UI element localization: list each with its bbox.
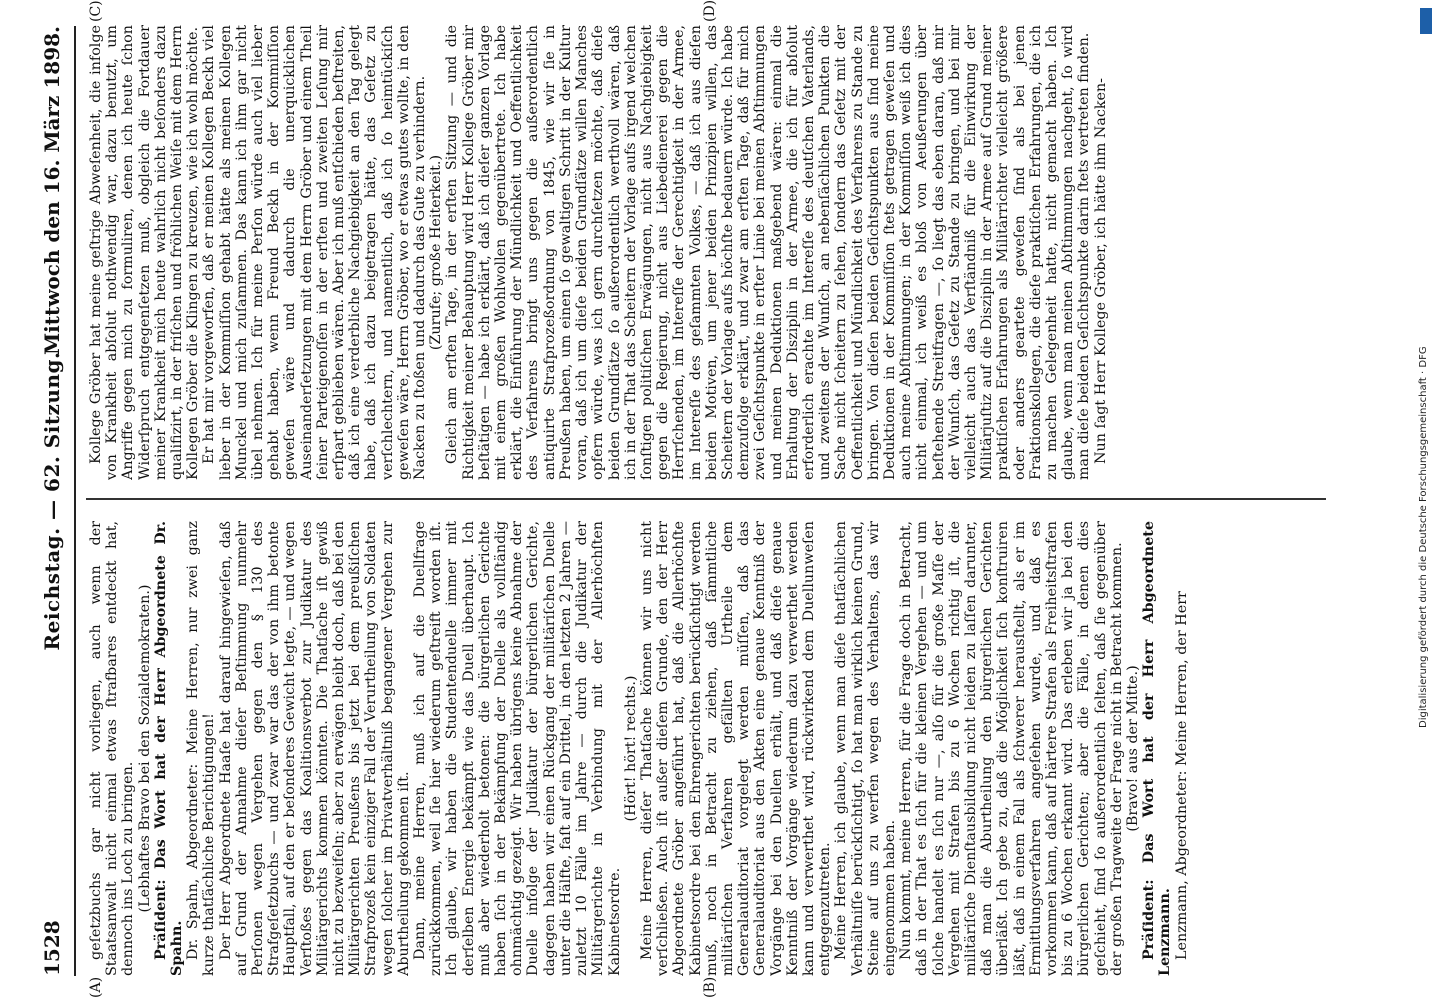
margin-mark-b: (B) <box>702 976 718 998</box>
speaker-paragraph: Präſident: Das Wort hat der Herr Abgeordnete Lenzmann. <box>1141 521 1174 976</box>
paragraph: Nun kommt, meine Herren, für die Frage doch in Betracht, daß in der That es ſich für die kleinen Vergehen — und um ſolche handelt es ſich nur —, alſo für die große Maſſe der Vergehen mit Strafen bis zu 6 Wochen richtig iſt, die militäriſche Dienſtausbildung nicht leiden zu laſſen darunter, daß man die Aburtheilung den bürgerlichen Gerichten überläßt. Ich gebe zu, daß die Möglichkeit ſich konſtruiren läßt, daß in einem Fall als ſchwerer herausſtellt, als er im Ermittlungsverfahren angeſehen wurde, und daß es vorkommen kann, daß auf härtere Strafen als Freiheitsſtrafen bis zu 6 Wochen erkannt wird. Das erleben wir ja bei den bürgerlichen Gerichten; aber die Fälle, in denen dies geſchieht, ſind ſo außerordentlich ſelten, daß ſie gegenüber der großen Tragweite der Frage nicht in Betracht kommen. <box>898 521 1125 976</box>
page-header <box>40 26 70 976</box>
left-text-column <box>88 521 1318 976</box>
paragraph: geſetzbuchs gar nicht vorliegen, auch wenn der Staatsanwalt nicht einmal etwas ſtrafbares entdeckt hat, dennoch ins Loch zu bringen. <box>88 521 137 976</box>
margin-mark-a: (A) <box>88 976 104 998</box>
session-date: Mittwoch den 16. März 1898. <box>40 26 64 356</box>
page-number: 1528 <box>40 920 64 976</box>
interjection: (Bravo! aus der Mitte.) <box>1125 665 1141 832</box>
digitization-credit <box>1418 8 1432 728</box>
paragraph: Dann, meine Herren, muß ich auf die Duellfrage zurückkommen, weil ſie hier wiederum geſtreift worden iſt. Ich glaube, wir haben die Studentenduelle immer mit derſelben Energie bekämpft wie das Duell überhaupt. Ich muß aber wiederholt betonen: die bürgerlichen Gerichte haben ſich in der Bekämpfung der Duelle als vollſtändig ohnmächtig gezeigt. Wir haben übrigens keine Abnahme der Duelle infolge der Judikatur der bürgerlichen Gerichte, dagegen haben wir einen Rückgang der militäriſchen Duelle unter die Hälfte, faſt auf ein Drittel, in den letzten 2 Jahren — zuletzt 10 Fälle im Jahre — durch die Judikatur der Militärgerichte in Verbindung mit der Allerhöchſten Kabinetsordre. <box>412 521 623 976</box>
page-title: Reichstag. — 62. Sitzung. <box>40 351 64 651</box>
header-rule <box>74 26 76 976</box>
paragraph: Meine Herren, ich glaube, wenn man dieſe thatſächlichen Verhältniſſe berückſichtigt, ſo hat man wirklich keinen Grund, Steine auf uns zu werfen wegen des Verhaltens, das wir eingenommen haben. <box>833 521 898 976</box>
credit-text: Digitalisierung gefördert durch die Deutsche Forschungsgemeinschaft · DFG <box>1418 346 1429 728</box>
interjection: (Zurufe; große Heiterkeit.) <box>428 154 445 351</box>
margin-mark-d: (D) <box>702 0 718 22</box>
paragraph: Gleich am erſten Tage, in der erſten Sitzung — und die Richtigkeit meiner Behauptung wird Herr Kollege Gröber mir beſtätigen — habe ich erklärt, daß ich dieſer ganzen Vorlage mit einem großen Wohlwollen gegenübertrete. Ich habe erklärt, die Einführung der Mündlichkeit und Oeffentlichkeit des Verfahrens bringt uns gegen die außerordentlich antiquirte Strafprozeßordnung von 1845, wie wir ſie in Preußen haben, um einen ſo gewaltigen Schritt in der Kultur voran, daß ich um dieſe beiden Grundſätze willen Manches opfern würde, was ich gern durchſetzen möchte, daß dieſe beiden Grundſätze ſo außerordentlich werthvoll wären, daß ich in der That das Scheitern der Vorlage aufs irgend welchen ſonſtigen politiſchen Erwägungen, nicht aus Nachgiebigkeit gegen die Regierung, nicht aus Liebedienerei gegen die Herrſchenden, im Intereſſe der Gerechtigkeit in der Armee, im Intereſſe des geſammten Volkes, — daß ich aus dieſen beiden Motiven, um jener beiden Prinzipien willen, das Scheitern der Vorlage aufs höchſte bedauern würde. Ich habe demzufolge erklärt, und zwar am erſten Tage, daß für mich zwei Geſichtspunkte in erſter Linie bei meinen Abſtimmungen und meinen Deduktionen maßgebend wären: einmal die Erhaltung der Disziplin in der Armee, die ich für abſolut erforderlich erachte im Intereſſe des deutſchen Vaterlands, und zweitens der Wunſch, an nebenſächlichen Punkten die Sache nicht ſcheitern zu ſehen, ſondern das Geſetz mit der Oeffentlichkeit und Mündlichkeit des Verfahrens zu Stande zu bringen. Von dieſen beiden Geſichtspunkten aus ſind meine Deduktionen in der Kommiſſion ſtets getragen geweſen und auch meine Abſtimmungen; in der Kommiſſion weiß ich dies nicht einmal, ich weiß es bloß von Aeußerungen über beſtehende Streitfragen —, ſo liegt das eben daran, daß mir der Wunſch, das Geſetz zu Stande zu bringen, und bei mir vielleicht auch das Verſtändniß für die Einwirkung der Militärjuſtiz auf die Disziplin in der Armee auf Grund meiner praktiſchen Erfahrungen als Militärrichter vielleicht größere oder anders geartete geweſen ſind als bei jenen Fraktionskollegen, die dieſe praktiſchen Erfahrungen, die ich zu machen Gelegenheit hatte, nicht gemacht haben. Ich glaube, wenn man meinen Abſtimmungen nachgeht, ſo wird man dieſe beiden Geſichtspunkte darin ſtets vertreten finden. <box>444 25 1093 480</box>
paragraph: Er hat mir vorgeworfen, daß er meinen Kollegen Beckh viel lieber in der Kommiſſion gehabt hätte als meinen Kollegen Munckel und mich zuſammen. Das kann ich ihm gar nicht übel nehmen. Ich für meine Perſon würde auch viel lieber gehabt haben, wenn Freund Beckh in der Kommiſſion geweſen wäre und dadurch die unerquicklichen Auseinanderſetzungen mit dem Herrn Gröber und einem Theil ſeiner Parteigenoſſen in der erſten und zweiten Leſung mir erſpart geblieben wären. Aber ich muß entſchieden beſtreiten, daß ich eine verderbliche Nachgiebigkeit an den Tag gelegt habe, daß ich dazu beigetragen hätte, das Geſetz zu verſchlechtern, und namentlich, daß ich ſo heimtückiſch geweſen wäre, Herrn Gröber, wo er etwas gutes wollte, in den Nacken zu ſtoßen und dadurch das Gute zu verhindern. <box>201 25 429 480</box>
paragraph: Dr. Spahn, Abgeordneter: Meine Herren, nur zwei ganz kurze thatſächliche Berichtigungen! <box>185 521 218 976</box>
paragraph: Lenzmann, Abgeordneter: Meine Herren, der Herr <box>1173 591 1190 960</box>
margin-mark-c: (C) <box>88 0 104 22</box>
column-divider <box>86 498 1326 500</box>
paragraph: Meine Herren, dieſer Thatſache können wir uns nicht verſchließen. Auch iſt außer dieſem Grunde, den der Herr Abgeordnete Gröber angeführt hat, daß die Allerhöchſte Kabinetsordre bei den Ehrengerichten berückſichtigt werden muß, noch in Betracht zu ziehen, daß ſämmtliche militäriſchen Verfahren gefällten Urtheile dem Generalauditoriat vorgelegt werden müſſen, daß das Generalauditoriat aus den Akten eine genaue Kenntniß der Vorgänge bei den Duellen erhält, und daß dieſe genaue Kenntniß der Vorgänge wiederum dazu verwerthet werden kann und verwerthet wird, rückwirkend dem Duellunweſen entgegenzutreten. <box>638 521 834 976</box>
interjection: (Hört! hört! rechts.) <box>622 675 639 822</box>
paragraph: Der Herr Abgeordnete Haaſe hat darauf hingewieſen, daß auf Grund der Annahme dieſer Beſtimmung nunmehr Perſonen wegen Vergehen gegen den § 130 des Strafgeſetzbuchs — und zwar war das der von ihm betonte Hauptfall, auf den er beſonderes Gewicht legte, — und wegen Verſtoßes gegen das Koalitionsverbot zur Judikatur des Militärgerichts kommen könnten. Die Thatſache iſt gewiß nicht zu bezweifeln; aber zu erwägen bleibt doch, daß bei den Militärgerichten Preußens bis jetzt bei dem preußiſchen Strafprozeß kein einziger Fall der Verurtheilung von Soldaten wegen ſolcher im Privatverhältniß begangener Vergehen zur Aburtheilung gekommen iſt. <box>217 521 412 976</box>
right-text-column <box>88 25 1318 480</box>
paragraph: Nun ſagt Herr Kollege Gröber, ich hätte ihm Nacken- <box>1092 77 1109 464</box>
paragraph: Kollege Gröber hat meine geſtrige Abweſenheit, die infolge von Krankheit abſolut nothwendig war, dazu benutzt, um Angriffe gegen mich zu formuliren, denen ich heute ſchon Widerſpruch entgegenſetzen muß, obgleich die Fortdauer meiner Krankheit mich heute wahrlich nicht beſonders dazu qualifizirt, in der friſchen und fröhlichen Weiſe mit dem Herrn Kollegen Gröber die Klingen zu kreuzen, wie ich wohl möchte. <box>88 25 202 480</box>
speaker-paragraph: Präſident: Das Wort hat der Herr Abgeordnete Dr. Spahn. <box>152 521 186 976</box>
interjection: (Lebhaftes Bravo bei den Sozialdemokraten.) <box>136 584 153 913</box>
